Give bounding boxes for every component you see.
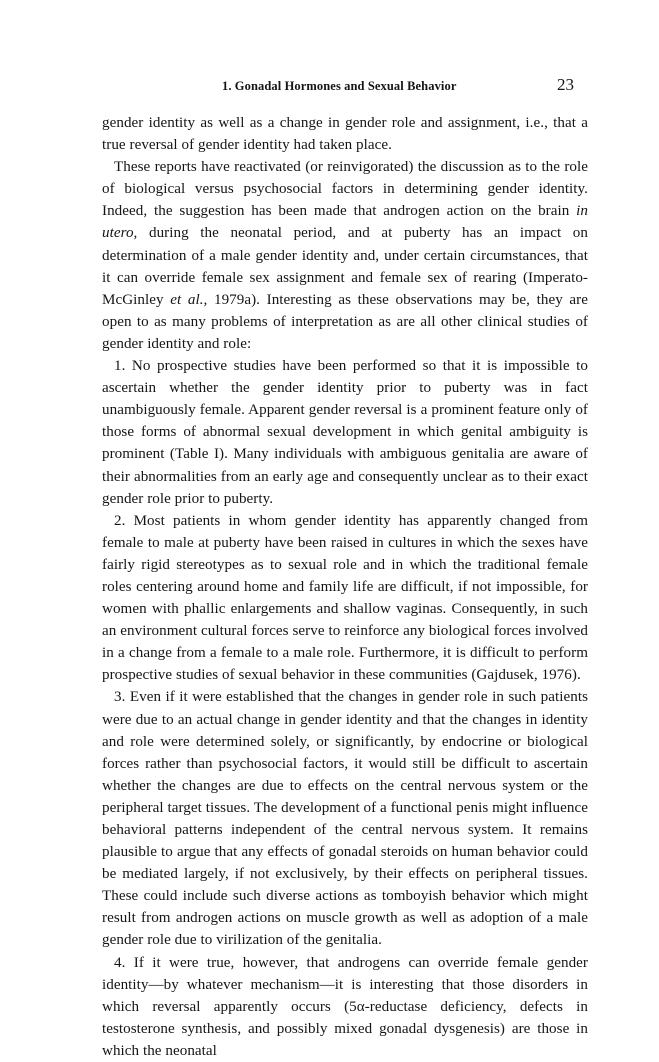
italic-text: in utero,: [102, 203, 588, 242]
text-segment: during the neonatal period, and at puberty has an impact on determination of a male gender identity and, under certain circumstances, that it can override female sex assignment and female sex of rearing (Imperato-McGinley: [102, 225, 588, 308]
paragraph-point-2: [102, 510, 588, 687]
body-text: [102, 112, 588, 1062]
paragraph-point-3: [102, 686, 588, 951]
text-segment: 2. Most patients in whom gender identity has apparently changed from female to male at puberty have been raised in cultures in which the sexes have fairly rigid stereotypes as to sexual role and in which the traditional female roles centering around home and family life are difficult, if not impossible, for women with phallic enlargements and shallow vaginas. Consequently, in such an environment cultural forces serve to reinforce any biological forces involved in a change from a female to a male role. Furthermore, it is difficult to perform prospective studies of sexual behavior in these communities (Gajdusek, 1976).: [102, 512, 588, 684]
running-head: [102, 76, 588, 98]
page-number: 23: [557, 75, 574, 94]
italic-text: et al.,: [170, 291, 208, 308]
text-segment: gender identity as well as a change in gender role and assignment, i.e., that a true reversal of gender identity had taken place.: [102, 115, 588, 154]
text-segment: 4. If it were true, however, that androgens can override female gender identity—by whatever mechanism—it is interesting that those disorders in which reversal apparently occurs (5α-reductase deficiency, defects in testosterone synthesis, and possibly mixed gonadal dysgenesis) are those in which the neonatal: [102, 954, 588, 1059]
text-segment: 1979a). Interesting as these observations may be, they are open to as many problems of interpretation as are all other clinical studies of gender identity and role:: [102, 291, 588, 352]
text-segment: 1. No prospective studies have been performed so that it is impossible to ascertain whether the gender identity prior to puberty was in fact unambiguously female. Apparent gender reversal is a prominent feature only of those forms of abnormal sexual development in which genital ambiguity is prominent (Table I). Many individuals with ambiguous genitalia are aware of their abnormalities from an early age and consequently unclear as to their exact gender role prior to puberty.: [102, 358, 588, 507]
paragraph-gender-discussion: [102, 156, 588, 355]
paragraph-continuation: [102, 112, 588, 156]
text-segment: 3. Even if it were established that the changes in gender role in such patients were due to an actual change in gender identity and that the changes in identity and role were determined solely, or significantly, by endocrine or biological forces rather than psychosocial factors, it would still be difficult to ascertain whether the changes are due to effects on the central nervous system or the peripheral target tissues. The development of a functional penis might influence behavioral patterns independent of the central nervous system. It remains plausible to argue that any effects of gonadal steroids on human behavior could be mediated largely, if not exclusively, by their effects on peripheral tissues. These could include such diverse actions as tomboyish behavior which might result from androgen actions on muscle growth as well as adoption of a male gender role due to virilization of the genitalia.: [102, 689, 588, 949]
paragraph-point-4: [102, 952, 588, 1062]
paragraph-point-1: [102, 355, 588, 510]
text-segment: These reports have reactivated (or reinvigorated) the discussion as to the role of biological versus psychosocial factors in determining gender identity. Indeed, the suggestion has been made that androgen action on the brain: [102, 159, 588, 220]
chapter-title: 1. Gonadal Hormones and Sexual Behavior: [222, 79, 457, 93]
